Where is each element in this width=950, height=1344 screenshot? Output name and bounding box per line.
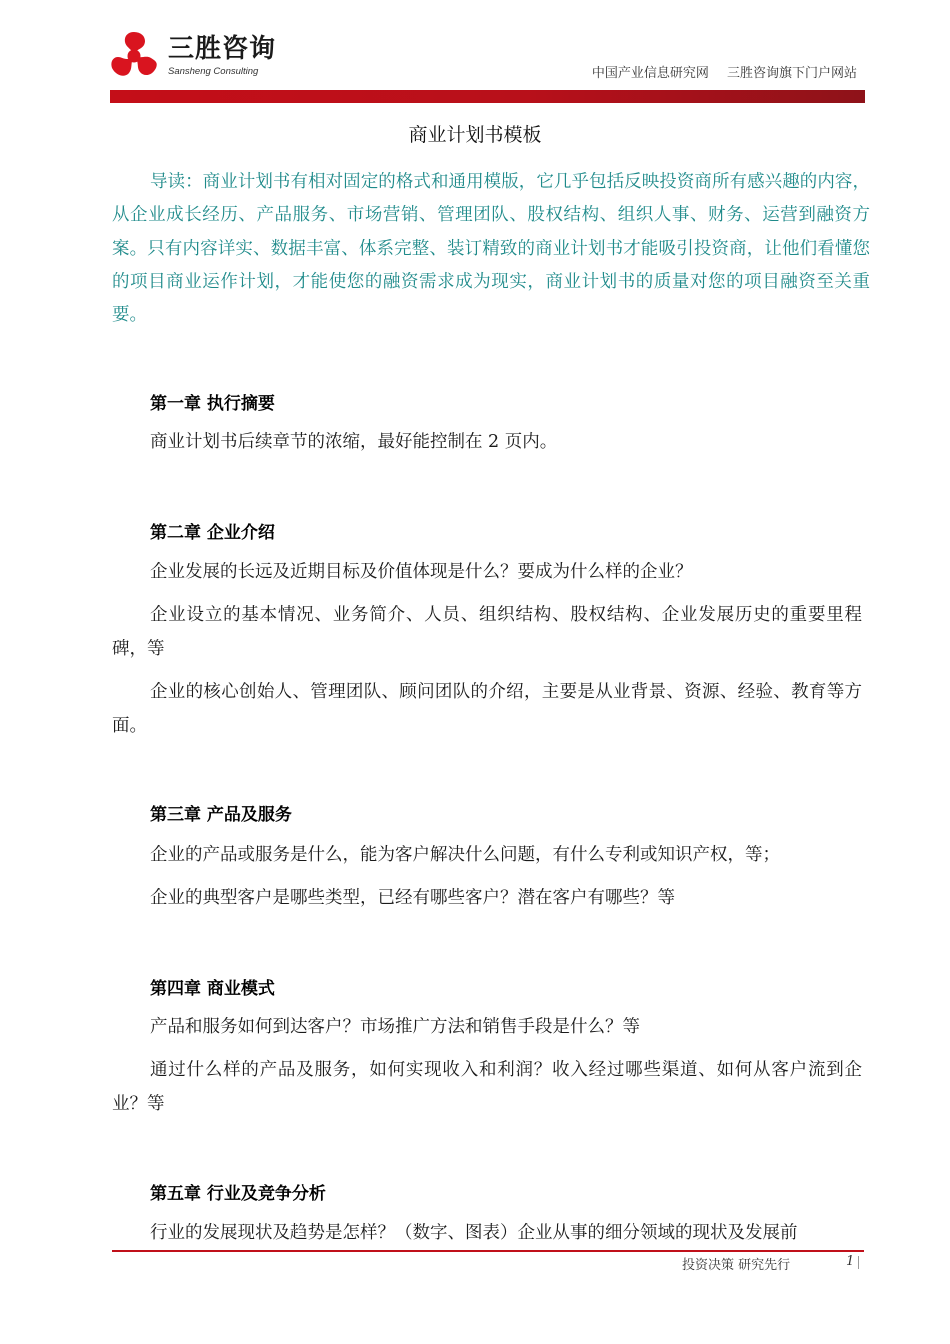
chapter-5-title: 第五章 行业及竞争分析 — [150, 1184, 326, 1204]
page-number-divider — [858, 1256, 859, 1269]
chapter-5-paragraph-1: 行业的发展现状及趋势是怎样？（数字、图表）企业从事的细分领域的现状及发展前 — [150, 1223, 798, 1243]
page-number: 1 — [846, 1254, 855, 1269]
document-title: 商业计划书模板 — [408, 124, 542, 146]
logo-chinese-name: 三胜咨询 — [168, 34, 277, 64]
sansheng-logo-icon — [108, 30, 160, 82]
chapter-4-paragraph-2: 通过什么样的产品及服务，如何实现收入和利润？收入经过哪些渠道、如何从客户流到企业？等 — [112, 1060, 862, 1114]
chapter-3-title: 第三章 产品及服务 — [150, 805, 292, 825]
chapter-2-paragraph-3: 企业的核心创始人、管理团队、顾问团队的介绍，主要是从业背景、资源、经验、教育等方面。 — [112, 682, 862, 736]
chapter-3-paragraph-2: 企业的典型客户是哪些类型，已经有哪些客户？潜在客户有哪些？等 — [150, 888, 675, 908]
chapter-2-paragraph-2: 企业设立的基本情况、业务简介、人员、组织结构、股权结构、企业发展历史的重要里程碑，等 — [112, 605, 862, 659]
company-logo[interactable] — [108, 30, 308, 84]
chapter-3-paragraph-1: 企业的产品或服务是什么，能为客户解决什么问题，有什么专利或知识产权，等； — [150, 845, 780, 865]
header-link-portal[interactable]: 三胜咨询旗下门户网站 — [726, 66, 857, 81]
document-intro: 导读：商业计划书有相对固定的格式和通用模版，它几乎包括反映投资商所有感兴趣的内容，从企业成长经历、产品服务、市场营销、管理团队、股权结构、组织人事、财务、运营到融资方案。只有内容详实、数据丰富、体系完整、装订精致的商业计划书才能吸引投资商，让他们看懂您的项目商业运作计划，才能使您的融资需求成为现实，商业计划书的质量对您的项目融资至关重要。 — [112, 172, 870, 326]
chapter-1-title: 第一章 执行摘要 — [150, 394, 275, 414]
footer-divider — [112, 1250, 864, 1252]
header-link-industry-network[interactable]: 中国产业信息研究网 — [591, 66, 709, 81]
footer-slogan: 投资决策 研究先行 — [682, 1258, 791, 1273]
chapter-2-title: 第二章 企业介绍 — [150, 523, 275, 543]
chapter-2-paragraph-1: 企业发展的长远及近期目标及价值体现是什么？要成为什么样的企业？ — [150, 562, 693, 582]
header-accent-bar — [110, 90, 865, 103]
header-links — [592, 62, 857, 81]
chapter-4-title: 第四章 商业模式 — [150, 979, 275, 999]
logo-english-name: Sansheng Consulting — [168, 66, 259, 77]
chapter-1-paragraph-1: 商业计划书后续章节的浓缩，最好能控制在 2 页内。 — [150, 432, 558, 452]
chapter-4-paragraph-1: 产品和服务如何到达客户？市场推广方法和销售手段是什么？等 — [150, 1017, 640, 1037]
